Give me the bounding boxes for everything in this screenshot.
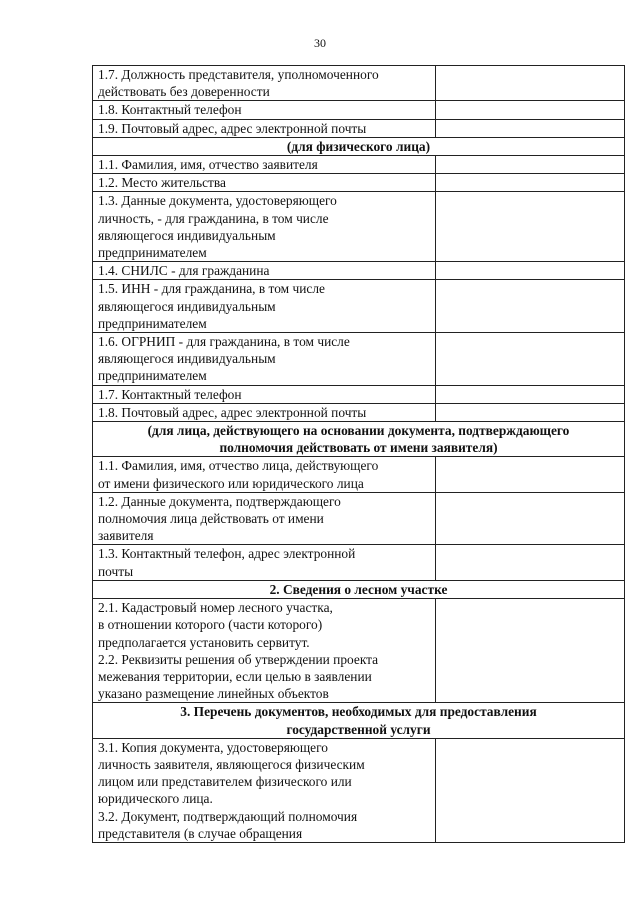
form-row — [93, 192, 625, 262]
field-label-cell — [93, 119, 436, 137]
section-header-line: (для лица, действующего на основании документа, подтверждающего — [147, 423, 570, 439]
application-form-table — [92, 65, 625, 843]
field-label-line: 1.9. Почтовый адрес, адрес электронной почты — [98, 120, 367, 136]
field-value-cell — [436, 101, 625, 119]
form-row — [93, 280, 625, 333]
field-label-line: 1.7. Должность представителя, уполномоченного — [98, 67, 379, 82]
field-label-line: 1.7. Контактный телефон — [98, 386, 242, 402]
field-label-cell — [93, 280, 436, 333]
field-label-cell — [93, 492, 436, 545]
field-label-cell — [93, 174, 436, 192]
section-header-row — [93, 137, 625, 155]
form-row — [93, 403, 625, 421]
field-label-line: 1.5. ИНН - для гражданина, в том числе — [98, 281, 325, 297]
section-header-line: 3. Перечень документов, необходимых для предоставления — [180, 704, 537, 720]
field-value-cell — [436, 403, 625, 421]
field-label-line: личность, - для гражданина, в том числе — [98, 210, 329, 226]
field-value-cell — [436, 599, 625, 703]
field-label-cell — [93, 333, 436, 386]
field-label-line: от имени физического или юридического лица — [98, 475, 364, 491]
form-row — [93, 385, 625, 403]
field-label-line: почты — [98, 563, 134, 579]
field-value-cell — [436, 738, 625, 842]
field-label-cell — [93, 192, 436, 262]
form-row — [93, 174, 625, 192]
field-label-line: межевания территории, если целью в заявлении — [98, 668, 372, 684]
field-label-line: юридического лица. — [98, 791, 213, 807]
field-label-line: действовать без доверенности — [98, 84, 270, 100]
field-label-line: 1.2. Место жительства — [98, 175, 226, 191]
field-label-line: 1.4. СНИЛС - для гражданина — [98, 263, 270, 279]
field-label-line: 1.8. Почтовый адрес, адрес электронной почты — [98, 404, 367, 420]
form-row — [93, 545, 625, 580]
form-row — [93, 66, 625, 101]
field-value-cell — [436, 385, 625, 403]
field-label-line: 3.1. Копия документа, удостоверяющего — [98, 739, 328, 755]
field-label-line: предпринимателем — [98, 315, 207, 331]
form-row — [93, 457, 625, 492]
field-label-line: лицом или представителем физического или — [98, 774, 352, 790]
field-label-line: 1.8. Контактный телефон — [98, 102, 242, 118]
field-label-cell — [93, 66, 436, 101]
field-label-cell — [93, 385, 436, 403]
field-label-line: 2.2. Реквизиты решения об утверждении проекта — [98, 651, 379, 667]
field-label-line: личность заявителя, являющегося физическим — [98, 756, 365, 772]
field-value-cell — [436, 545, 625, 580]
field-value-cell — [436, 262, 625, 280]
form-table-body — [93, 66, 625, 843]
field-label-line: 1.6. ОГРНИП - для гражданина, в том числе — [98, 334, 350, 350]
field-label-line: полномочия лица действовать от имени — [98, 511, 324, 527]
section-header-row — [93, 422, 625, 457]
field-value-cell — [436, 457, 625, 492]
field-label-line: 3.2. Документ, подтверждающий полномочия — [98, 808, 358, 824]
section-header-line: полномочия действовать от имени заявителя) — [219, 440, 498, 456]
field-label-line: предпринимателем — [98, 245, 207, 261]
field-label-line: в отношении которого (части которого) — [98, 617, 323, 633]
field-label-cell — [93, 101, 436, 119]
field-label-line: 2.1. Кадастровый номер лесного участка, — [98, 600, 333, 616]
form-row — [93, 156, 625, 174]
section-header — [93, 137, 625, 155]
section-header-line: 2. Сведения о лесном участке — [269, 581, 448, 597]
field-value-cell — [436, 192, 625, 262]
section-header — [93, 580, 625, 598]
field-value-cell — [436, 156, 625, 174]
field-label-cell — [93, 403, 436, 421]
field-label-cell — [93, 156, 436, 174]
form-row — [93, 738, 625, 842]
field-label-line: 1.3. Данные документа, удостоверяющего — [98, 193, 337, 209]
field-value-cell — [436, 280, 625, 333]
field-value-cell — [436, 333, 625, 386]
field-label-line: 1.2. Данные документа, подтверждающего — [98, 493, 341, 509]
section-header — [93, 422, 625, 457]
field-label-cell — [93, 738, 436, 842]
field-label-line: предпринимателем — [98, 368, 207, 384]
form-row — [93, 119, 625, 137]
section-header — [93, 703, 625, 738]
field-label-line: указано размещение линейных объектов — [98, 686, 329, 702]
field-value-cell — [436, 174, 625, 192]
field-label-line: являющегося индивидуальным — [98, 227, 276, 243]
section-header-line: государственной услуги — [286, 721, 431, 737]
form-row — [93, 262, 625, 280]
field-value-cell — [436, 492, 625, 545]
field-label-cell — [93, 545, 436, 580]
field-label-line: являющегося индивидуальным — [98, 351, 276, 367]
field-label-line: 1.1. Фамилия, имя, отчество лица, действующего — [98, 458, 379, 474]
field-label-line: заявителя — [98, 528, 154, 544]
field-label-line: предполагается установить сервитут. — [98, 634, 310, 650]
field-label-cell — [93, 457, 436, 492]
section-header-line: (для физического лица) — [286, 138, 431, 154]
form-row — [93, 101, 625, 119]
field-label-line: 1.1. Фамилия, имя, отчество заявителя — [98, 157, 318, 173]
field-value-cell — [436, 66, 625, 101]
section-header-row — [93, 580, 625, 598]
field-label-line: 1.3. Контактный телефон, адрес электронной — [98, 546, 356, 562]
field-label-line: представителя (в случае обращения — [98, 825, 303, 841]
form-row — [93, 492, 625, 545]
field-label-cell — [93, 599, 436, 703]
section-header-row — [93, 703, 625, 738]
field-label-line: являющегося индивидуальным — [98, 298, 276, 314]
form-row — [93, 599, 625, 703]
field-value-cell — [436, 119, 625, 137]
field-label-cell — [93, 262, 436, 280]
form-row — [93, 333, 625, 386]
page-number: 30 — [314, 36, 326, 50]
